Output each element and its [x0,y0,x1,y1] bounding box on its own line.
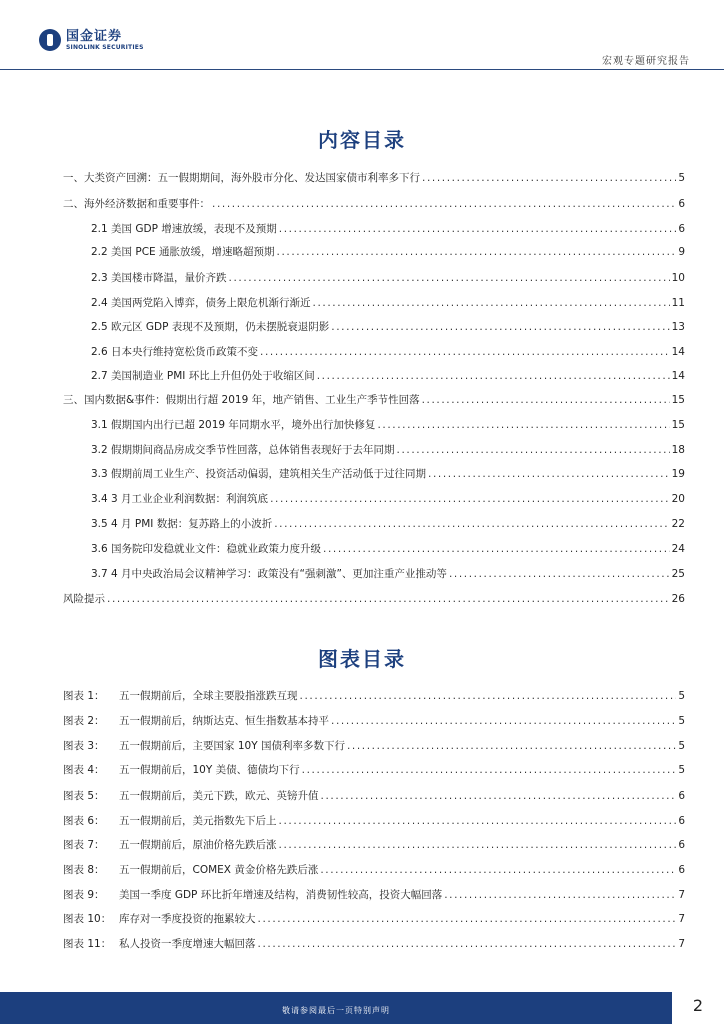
toc-entry[interactable]: 3.7 4 月中央政治局会议精神学习：政策没有“强刺激”、更加注重产业推动等 ..... 25 [91,565,685,581]
toc-entry[interactable]: 3.4 3 月工业企业利润数据：利润筑底 ..... 20 [91,490,685,506]
toc-entry[interactable]: 2.5 欧元区 GDP 表现不及预期，仍未摆脱衰退阴影 ..... 13 [91,318,685,334]
toc-entry[interactable]: 三、国内数据&事件：假期出行超 2019 年，地产销售、工业生产季节性回落 ..... 15 [63,391,685,407]
figure-entry[interactable]: 图表 2： 五一假期前后，纳斯达克、恒生指数基本持平 ..... 5 [63,712,685,728]
toc-entry[interactable]: 3.6 国务院印发稳就业文件：稳就业政策力度升级 ..... 24 [91,540,685,556]
report-type: 宏观专题研究报告 [602,56,690,67]
toc-entry[interactable]: 2.4 美国两党陷入博弈，债务上限危机渐行渐近 ..... 11 [91,294,685,310]
company-logo [39,29,144,51]
header-divider [0,69,724,70]
figure-toc-title: 图表目录 [318,647,406,671]
toc-entry[interactable]: 3.2 假期期间商品房成交季节性回落，总体销售表现好于去年同期 ..... 18 [91,441,685,457]
toc-entry[interactable]: 2.3 美国楼市降温，量价齐跌 ..... 10 [91,269,685,285]
content-toc-title: 内容目录 [318,128,406,152]
figure-entry[interactable]: 图表 10： 库存对一季度投资的拖累较大 ..... 7 [63,910,685,926]
figure-entry[interactable]: 图表 4： 五一假期前后，10Y 美债、德债均下行 ..... 5 [63,761,685,777]
figure-entry[interactable]: 图表 5： 五一假期前后，美元下跌，欧元、英镑升值 ..... 6 [63,787,685,803]
footer-disclaimer: 敬请参阅最后一页特别声明 [282,1006,390,1015]
figure-entry[interactable]: 图表 8： 五一假期前后，COMEX 黄金价格先跌后涨 ..... 6 [63,861,685,877]
toc-entry[interactable]: 2.6 日本央行维持宽松货币政策不变 ..... 14 [91,343,685,359]
toc-entry[interactable]: 一、大类资产回溯：五一假期期间，海外股市分化、发达国家债市利率多下行 ..... 5 [63,169,685,185]
toc-entry[interactable]: 风险提示 ..... 26 [63,590,685,606]
logo-name-cn: 国金证券 [66,28,123,44]
toc-entry[interactable]: 3.3 假期前周工业生产、投资活动偏弱，建筑相关生产活动低于过往同期 ..... 19 [91,465,685,481]
figure-entry[interactable]: 图表 1： 五一假期前后，全球主要股指涨跌互现 ..... 5 [63,687,685,703]
toc-entry[interactable]: 2.1 美国 GDP 增速放缓，表现不及预期 ..... 6 [91,220,685,236]
logo-name-en: SINOLINK SECURITIES [66,43,144,51]
toc-entry[interactable]: 二、海外经济数据和重要事件： ..... 6 [63,195,685,211]
toc-entry[interactable]: 3.1 假期国内出行已超 2019 年同期水平，境外出行加快修复 ..... 15 [91,416,685,432]
toc-entry[interactable]: 2.2 美国 PCE 通胀放缓，增速略超预期 ..... 9 [91,243,685,259]
toc-entry[interactable]: 3.5 4 月 PMI 数据：复苏路上的小波折 ..... 22 [91,515,685,531]
figure-entry[interactable]: 图表 9： 美国一季度 GDP 环比折年增速及结构，消费韧性较高，投资大幅回落 ..... 7 [63,886,685,902]
figure-entry[interactable]: 图表 3： 五一假期前后，主要国家 10Y 国债利率多数下行 ..... 5 [63,737,685,753]
figure-entry[interactable]: 图表 6： 五一假期前后，美元指数先下后上 ..... 6 [63,812,685,828]
page-number: 2 [692,996,704,1015]
toc-entry[interactable]: 2.7 美国制造业 PMI 环比上升但仍处于收缩区间 ..... 14 [91,367,685,383]
logo-icon [39,29,61,51]
page-header [0,0,724,70]
figure-entry[interactable]: 图表 11： 私人投资一季度增速大幅回落 ..... 7 [63,935,685,951]
figure-entry[interactable]: 图表 7： 五一假期前后，原油价格先跌后涨 ..... 6 [63,836,685,852]
